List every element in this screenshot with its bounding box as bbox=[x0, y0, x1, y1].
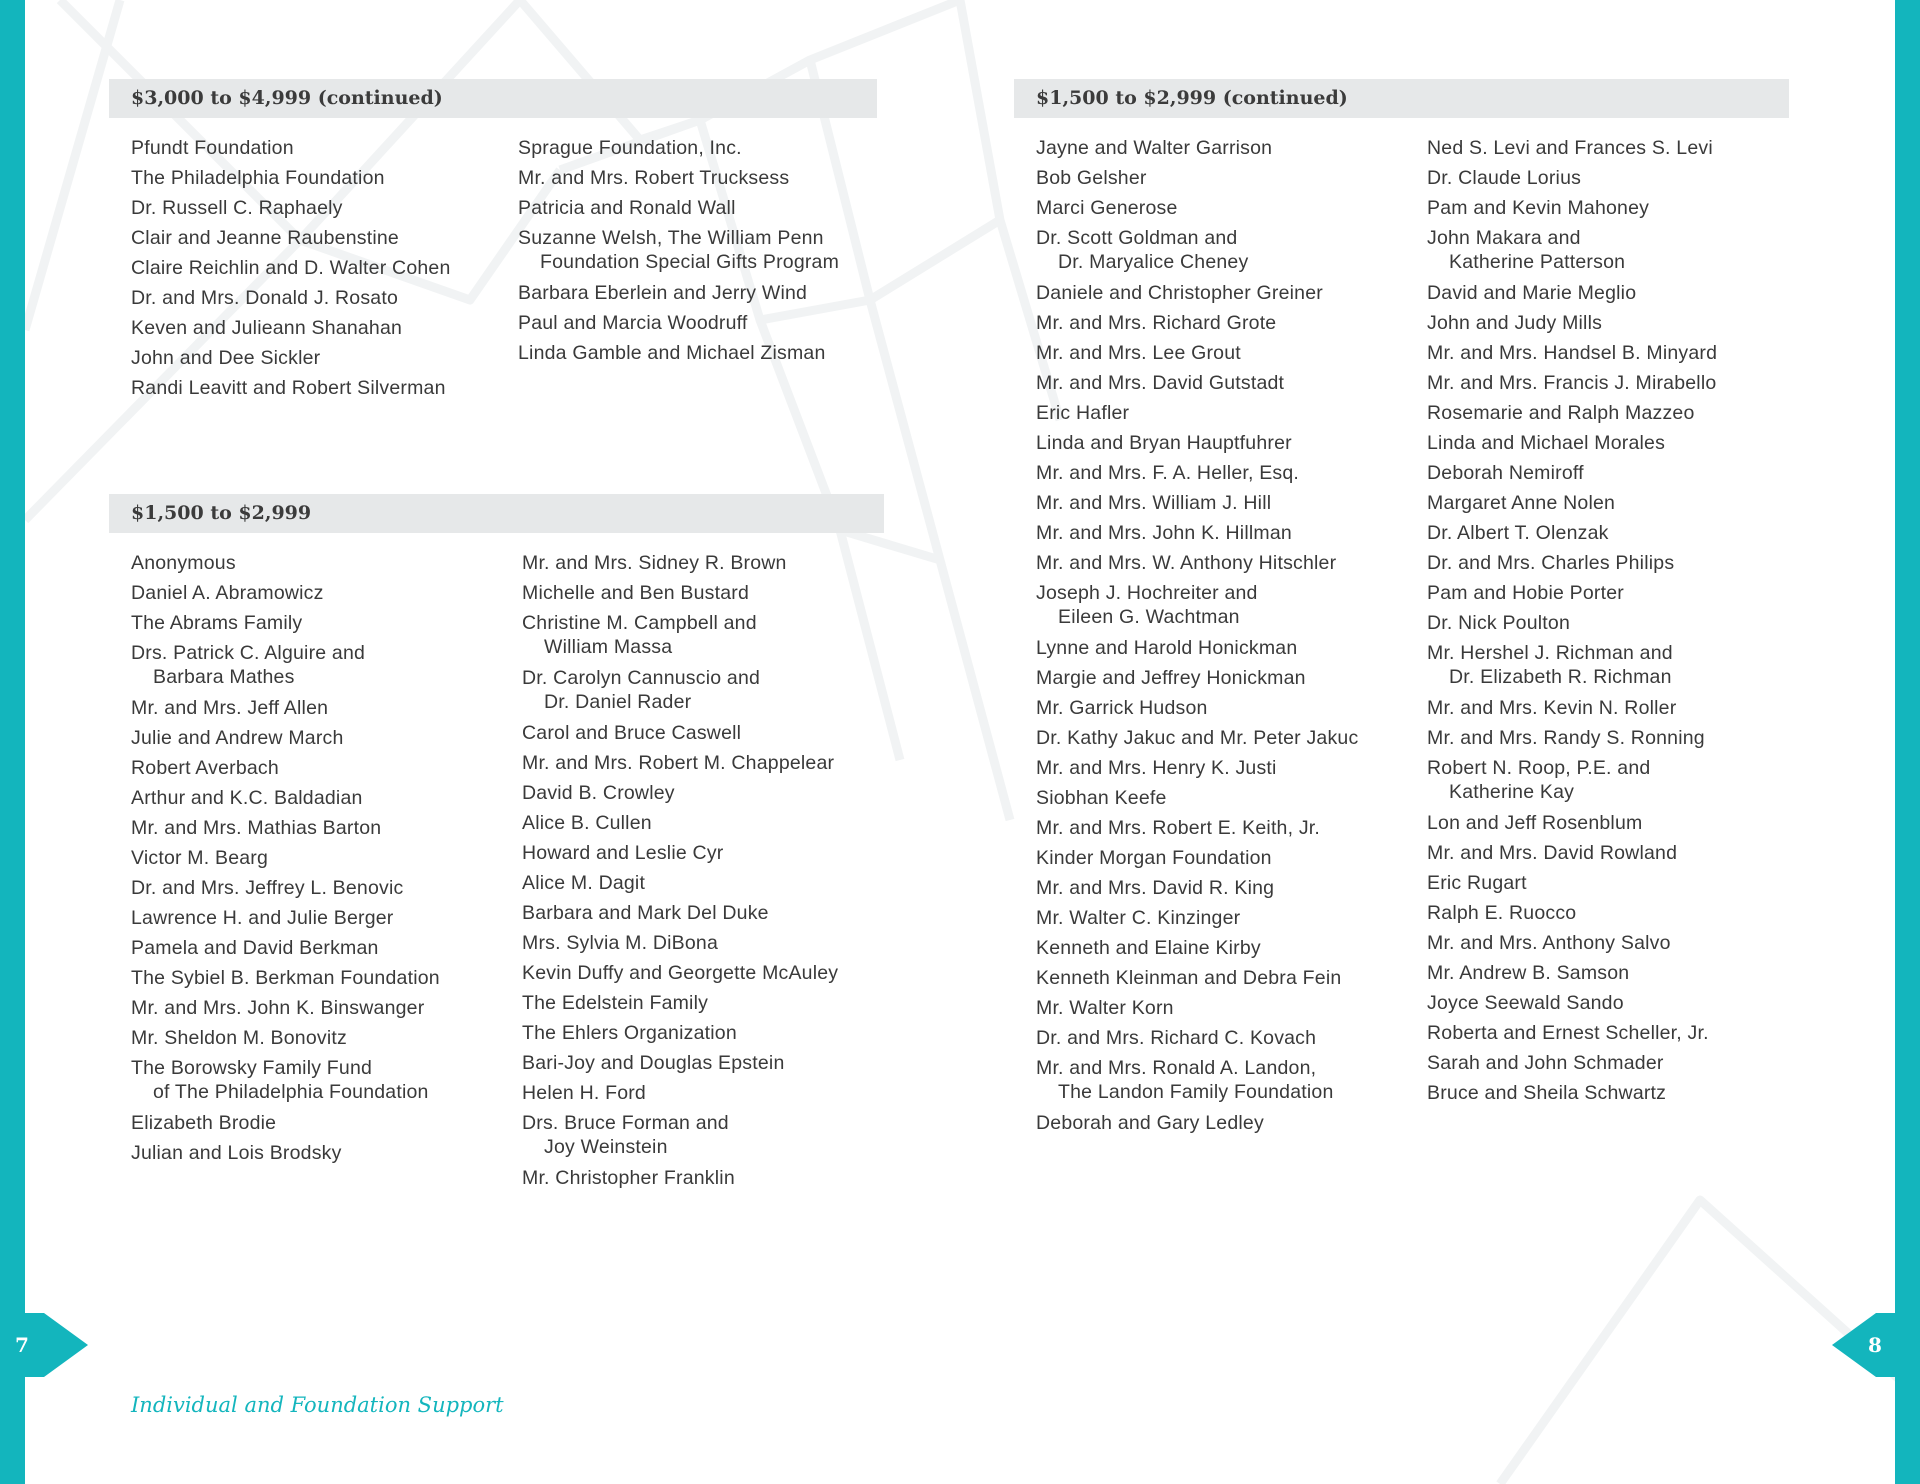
donor-entry bbox=[1427, 896, 1807, 926]
donor-entry bbox=[1427, 986, 1807, 1016]
donor-name-continued: Barbara Mathes bbox=[153, 666, 295, 688]
donor-entry bbox=[1036, 871, 1426, 901]
donor-name: Pam and Kevin Mahoney bbox=[1427, 197, 1650, 219]
donor-entry bbox=[1036, 901, 1426, 931]
donor-name: Barbara Eberlein and Jerry Wind bbox=[518, 282, 808, 304]
donor-name: Dr. Scott Goldman and bbox=[1036, 227, 1238, 249]
donor-name-continued: of The Philadelphia Foundation bbox=[153, 1081, 429, 1103]
donor-name: Suzanne Welsh, The William Penn bbox=[518, 227, 824, 249]
donor-entry bbox=[1427, 276, 1807, 306]
donor-entry bbox=[131, 576, 511, 606]
donor-entry bbox=[1427, 516, 1807, 546]
donor-name: Siobhan Keefe bbox=[1036, 787, 1167, 809]
donor-name: Sarah and John Schmader bbox=[1427, 1052, 1664, 1074]
donor-entry bbox=[131, 191, 511, 221]
donor-entry bbox=[131, 811, 511, 841]
donor-name: Mrs. Sylvia M. DiBona bbox=[522, 932, 718, 954]
donor-name: Daniel A. Abramowicz bbox=[131, 582, 324, 604]
donor-name: Victor M. Bearg bbox=[131, 847, 269, 869]
donor-name: Mr. Hershel J. Richman and bbox=[1427, 642, 1673, 664]
donor-name: Mr. and Mrs. Kevin N. Roller bbox=[1427, 697, 1677, 719]
donor-name: Alice B. Cullen bbox=[522, 812, 652, 834]
donor-name-continued: Dr. Elizabeth R. Richman bbox=[1449, 666, 1672, 688]
donor-name: Dr. Nick Poulton bbox=[1427, 612, 1571, 634]
donor-name: Randi Leavitt and Robert Silverman bbox=[131, 377, 446, 399]
donor-entry bbox=[131, 691, 511, 721]
donor-entry bbox=[518, 336, 888, 366]
donor-name: The Philadelphia Foundation bbox=[131, 167, 385, 189]
donor-name-continued: Dr. Maryalice Cheney bbox=[1058, 251, 1249, 273]
donor-name: Patricia and Ronald Wall bbox=[518, 197, 736, 219]
donor-name: Dr. and Mrs. Richard C. Kovach bbox=[1036, 1027, 1317, 1049]
donor-name: Ralph E. Ruocco bbox=[1427, 902, 1577, 924]
donor-entry bbox=[518, 161, 888, 191]
donor-entry bbox=[1427, 546, 1807, 576]
donor-name: Claire Reichlin and D. Walter Cohen bbox=[131, 257, 451, 279]
donor-name: Drs. Patrick C. Alguire and bbox=[131, 642, 366, 664]
donor-name: Dr. and Mrs. Charles Philips bbox=[1427, 552, 1675, 574]
donor-name: Mr. and Mrs. John K. Binswanger bbox=[131, 997, 425, 1019]
page-tab-left bbox=[0, 1313, 65, 1377]
left-accent-strip bbox=[0, 0, 25, 1484]
donor-entry bbox=[1427, 161, 1807, 191]
donor-name: Alice M. Dagit bbox=[522, 872, 646, 894]
donor-entry bbox=[131, 1051, 511, 1106]
donor-name: Mr. and Mrs. Mathias Barton bbox=[131, 817, 382, 839]
donor-entry bbox=[1036, 306, 1426, 336]
donor-entry bbox=[1036, 1021, 1426, 1051]
donor-entry bbox=[1427, 866, 1807, 896]
donor-entry bbox=[131, 991, 511, 1021]
donor-entry bbox=[131, 931, 511, 961]
donor-name: Mr. and Mrs. Lee Grout bbox=[1036, 342, 1241, 364]
donor-entry bbox=[1427, 191, 1807, 221]
donor-name: Roberta and Ernest Scheller, Jr. bbox=[1427, 1022, 1709, 1044]
donor-name-continued: Dr. Daniel Rader bbox=[544, 691, 692, 713]
donor-name: Mr. and Mrs. Francis J. Mirabello bbox=[1427, 372, 1717, 394]
donor-entry bbox=[131, 311, 511, 341]
donor-name: Howard and Leslie Cyr bbox=[522, 842, 724, 864]
donor-entry bbox=[131, 871, 511, 901]
donor-name: Mr. and Mrs. Randy S. Ronning bbox=[1427, 727, 1705, 749]
donor-entry bbox=[131, 281, 511, 311]
donor-name: The Ehlers Organization bbox=[522, 1022, 737, 1044]
page-number-right: 8 bbox=[1868, 1333, 1882, 1357]
donor-column bbox=[518, 131, 888, 366]
donor-name: Dr. Carolyn Cannuscio and bbox=[522, 667, 761, 689]
donor-column bbox=[522, 546, 902, 1191]
donor-entry bbox=[1036, 546, 1426, 576]
donor-name: The Abrams Family bbox=[131, 612, 303, 634]
donor-name: Kenneth Kleinman and Debra Fein bbox=[1036, 967, 1342, 989]
donor-entry bbox=[1427, 486, 1807, 516]
donor-entry bbox=[1427, 396, 1807, 426]
donor-name: Bruce and Sheila Schwartz bbox=[1427, 1082, 1667, 1104]
donor-name: Margie and Jeffrey Honickman bbox=[1036, 667, 1306, 689]
donor-entry bbox=[522, 716, 902, 746]
donor-name: Kevin Duffy and Georgette McAuley bbox=[522, 962, 839, 984]
donor-name: Mr. and Mrs. Ronald A. Landon, bbox=[1036, 1057, 1317, 1079]
donor-entry bbox=[1427, 131, 1807, 161]
donor-name: Eric Hafler bbox=[1036, 402, 1130, 424]
donor-name: Mr. and Mrs. John K. Hillman bbox=[1036, 522, 1292, 544]
section-heading-1500: $1,500 to $2,999 bbox=[109, 494, 884, 533]
donor-name: Mr. and Mrs. Jeff Allen bbox=[131, 697, 329, 719]
donor-name: Elizabeth Brodie bbox=[131, 1112, 277, 1134]
donor-name-continued: Foundation Special Gifts Program bbox=[540, 251, 840, 273]
donor-entry bbox=[131, 341, 511, 371]
donor-entry bbox=[518, 131, 888, 161]
donor-name: Eric Rugart bbox=[1427, 872, 1527, 894]
donor-entry bbox=[131, 636, 511, 691]
page-number-left: 7 bbox=[15, 1333, 29, 1357]
donor-entry bbox=[1427, 366, 1807, 396]
donor-name: Lynne and Harold Honickman bbox=[1036, 637, 1298, 659]
donor-name: Joseph J. Hochreiter and bbox=[1036, 582, 1258, 604]
donor-name: Jayne and Walter Garrison bbox=[1036, 137, 1273, 159]
donor-name: Mr. Walter Korn bbox=[1036, 997, 1174, 1019]
donor-name: Mr. Christopher Franklin bbox=[522, 1167, 735, 1189]
donor-name: Bari-Joy and Douglas Epstein bbox=[522, 1052, 785, 1074]
donor-entry bbox=[1036, 661, 1426, 691]
donor-name: John and Dee Sickler bbox=[131, 347, 321, 369]
donor-name: Pam and Hobie Porter bbox=[1427, 582, 1624, 604]
donor-entry bbox=[1427, 806, 1807, 836]
donor-name: The Borowsky Family Fund bbox=[131, 1057, 373, 1079]
donor-name: John and Judy Mills bbox=[1427, 312, 1603, 334]
donor-name: Deborah Nemiroff bbox=[1427, 462, 1584, 484]
donor-entry bbox=[131, 371, 511, 401]
donor-entry bbox=[1427, 576, 1807, 606]
donor-name: Ned S. Levi and Frances S. Levi bbox=[1427, 137, 1713, 159]
donor-name: Dr. Claude Lorius bbox=[1427, 167, 1582, 189]
donor-name: Anonymous bbox=[131, 552, 236, 574]
donor-entry bbox=[1427, 1046, 1807, 1076]
donor-entry bbox=[1036, 276, 1426, 306]
donor-name: Carol and Bruce Caswell bbox=[522, 722, 742, 744]
donor-name: Julian and Lois Brodsky bbox=[131, 1142, 342, 1164]
donor-name: Margaret Anne Nolen bbox=[1427, 492, 1616, 514]
donor-entry bbox=[1036, 221, 1426, 276]
donor-name: Robert N. Roop, P.E. and bbox=[1427, 757, 1651, 779]
donor-entry bbox=[522, 866, 902, 896]
donor-name: Joyce Seewald Sando bbox=[1427, 992, 1624, 1014]
donor-entry bbox=[1036, 1051, 1426, 1106]
donor-entry bbox=[1427, 721, 1807, 751]
donor-name: Dr. Kathy Jakuc and Mr. Peter Jakuc bbox=[1036, 727, 1359, 749]
donor-entry bbox=[522, 606, 902, 661]
donor-entry bbox=[131, 251, 511, 281]
donor-name: Linda and Michael Morales bbox=[1427, 432, 1666, 454]
donor-entry bbox=[1427, 221, 1807, 276]
donor-name-continued: Katherine Kay bbox=[1449, 781, 1575, 803]
donor-entry bbox=[518, 306, 888, 336]
donor-entry bbox=[522, 661, 902, 716]
donor-name: The Sybiel B. Berkman Foundation bbox=[131, 967, 440, 989]
donor-name: Mr. and Mrs. David R. King bbox=[1036, 877, 1275, 899]
donor-entry bbox=[1036, 486, 1426, 516]
donor-entry bbox=[131, 221, 511, 251]
donor-name: Linda Gamble and Michael Zisman bbox=[518, 342, 826, 364]
donor-entry bbox=[522, 836, 902, 866]
donor-column bbox=[1427, 131, 1807, 1106]
donor-entry bbox=[522, 546, 902, 576]
donor-entry bbox=[1036, 161, 1426, 191]
donor-entry bbox=[1036, 191, 1426, 221]
donor-name: Mr. and Mrs. Henry K. Justi bbox=[1036, 757, 1277, 779]
donor-entry bbox=[1036, 781, 1426, 811]
donor-entry bbox=[1427, 456, 1807, 486]
donor-entry bbox=[1036, 721, 1426, 751]
donor-name: The Edelstein Family bbox=[522, 992, 709, 1014]
donor-name: Julie and Andrew March bbox=[131, 727, 344, 749]
donor-name: Mr. and Mrs. Robert Trucksess bbox=[518, 167, 790, 189]
donor-name: Mr. and Mrs. Handsel B. Minyard bbox=[1427, 342, 1718, 364]
donor-name: Mr. and Mrs. Robert M. Chappelear bbox=[522, 752, 835, 774]
donor-name: Kenneth and Elaine Kirby bbox=[1036, 937, 1261, 959]
donor-entry bbox=[518, 276, 888, 306]
donor-name-continued: Katherine Patterson bbox=[1449, 251, 1626, 273]
donor-entry bbox=[131, 1106, 511, 1136]
donor-name: Dr. and Mrs. Jeffrey L. Benovic bbox=[131, 877, 404, 899]
donor-name: Marci Generose bbox=[1036, 197, 1178, 219]
donor-name: Mr. and Mrs. David Gutstadt bbox=[1036, 372, 1285, 394]
donor-entry bbox=[522, 1161, 902, 1191]
donor-entry bbox=[131, 751, 511, 781]
donor-entry bbox=[1427, 926, 1807, 956]
donor-name: Mr. and Mrs. Robert E. Keith, Jr. bbox=[1036, 817, 1321, 839]
donor-entry bbox=[1427, 956, 1807, 986]
donor-entry bbox=[1036, 751, 1426, 781]
donor-entry bbox=[1427, 691, 1807, 721]
donor-name: Bob Gelsher bbox=[1036, 167, 1147, 189]
donor-entry bbox=[518, 221, 888, 276]
donor-entry bbox=[522, 776, 902, 806]
donor-name: Helen H. Ford bbox=[522, 1082, 646, 1104]
donor-name: Lon and Jeff Rosenblum bbox=[1427, 812, 1643, 834]
donor-entry bbox=[131, 546, 511, 576]
donor-name: Sprague Foundation, Inc. bbox=[518, 137, 742, 159]
donor-entry bbox=[1036, 426, 1426, 456]
donor-name: Mr. and Mrs. Anthony Salvo bbox=[1427, 932, 1671, 954]
donor-entry bbox=[522, 896, 902, 926]
donor-name: Dr. Albert T. Olenzak bbox=[1427, 522, 1609, 544]
donor-entry bbox=[1036, 131, 1426, 161]
donor-name-continued: The Landon Family Foundation bbox=[1058, 1081, 1334, 1103]
donor-name: Michelle and Ben Bustard bbox=[522, 582, 750, 604]
donor-entry bbox=[518, 191, 888, 221]
donor-entry bbox=[1427, 636, 1807, 691]
donor-name: John Makara and bbox=[1427, 227, 1581, 249]
donor-name: Mr. and Mrs. Richard Grote bbox=[1036, 312, 1277, 334]
donor-entry bbox=[522, 1016, 902, 1046]
donor-name: Barbara and Mark Del Duke bbox=[522, 902, 769, 924]
section-heading-1500-continued: $1,500 to $2,999 (continued) bbox=[1014, 79, 1789, 118]
donor-entry bbox=[1036, 576, 1426, 631]
donor-entry bbox=[131, 161, 511, 191]
donor-name: Drs. Bruce Forman and bbox=[522, 1112, 729, 1134]
donor-name: Arthur and K.C. Baldadian bbox=[131, 787, 363, 809]
donor-name: Dr. Russell C. Raphaely bbox=[131, 197, 343, 219]
donor-entry bbox=[1036, 631, 1426, 661]
donor-name: Mr. and Mrs. Sidney R. Brown bbox=[522, 552, 787, 574]
donor-name: Dr. and Mrs. Donald J. Rosato bbox=[131, 287, 398, 309]
donor-name-continued: Joy Weinstein bbox=[544, 1136, 668, 1158]
donor-entry bbox=[1036, 691, 1426, 721]
donor-entry bbox=[1427, 1076, 1807, 1106]
donor-entry bbox=[1427, 606, 1807, 636]
right-accent-strip bbox=[1895, 0, 1920, 1484]
donor-name: Mr. and Mrs. William J. Hill bbox=[1036, 492, 1272, 514]
donor-name: David B. Crowley bbox=[522, 782, 675, 804]
donor-entry bbox=[131, 131, 511, 161]
donor-entry bbox=[1036, 456, 1426, 486]
donor-entry bbox=[522, 956, 902, 986]
donor-entry bbox=[131, 1021, 511, 1051]
donor-name: Paul and Marcia Woodruff bbox=[518, 312, 748, 334]
donor-entry bbox=[1427, 1016, 1807, 1046]
donor-entry bbox=[131, 721, 511, 751]
donor-name: Keven and Julieann Shanahan bbox=[131, 317, 403, 339]
donor-name-continued: Eileen G. Wachtman bbox=[1058, 606, 1240, 628]
donor-name: Mr. Walter C. Kinzinger bbox=[1036, 907, 1241, 929]
donor-entry bbox=[522, 1076, 902, 1106]
donor-entry bbox=[1427, 836, 1807, 866]
donor-entry bbox=[1036, 931, 1426, 961]
donor-name-continued: William Massa bbox=[544, 636, 673, 658]
donor-entry bbox=[1036, 811, 1426, 841]
donor-entry bbox=[1427, 336, 1807, 366]
donor-name: Pfundt Foundation bbox=[131, 137, 294, 159]
donor-name: Robert Averbach bbox=[131, 757, 279, 779]
donor-name: Kinder Morgan Foundation bbox=[1036, 847, 1272, 869]
donor-name: Lawrence H. and Julie Berger bbox=[131, 907, 394, 929]
donor-name: Deborah and Gary Ledley bbox=[1036, 1112, 1264, 1134]
donor-entry bbox=[131, 961, 511, 991]
donor-name: Mr. and Mrs. W. Anthony Hitschler bbox=[1036, 552, 1337, 574]
donor-entry bbox=[522, 986, 902, 1016]
donor-name: Mr. and Mrs. F. A. Heller, Esq. bbox=[1036, 462, 1300, 484]
donor-entry bbox=[522, 1106, 902, 1161]
donor-column bbox=[131, 131, 511, 401]
donor-name: Mr. Andrew B. Samson bbox=[1427, 962, 1630, 984]
donor-name: Mr. Sheldon M. Bonovitz bbox=[131, 1027, 347, 1049]
donor-entry bbox=[522, 806, 902, 836]
donor-name: Clair and Jeanne Raubenstine bbox=[131, 227, 399, 249]
donor-entry bbox=[1036, 516, 1426, 546]
donor-name: Mr. and Mrs. David Rowland bbox=[1427, 842, 1678, 864]
donor-entry bbox=[131, 901, 511, 931]
donor-column bbox=[1036, 131, 1426, 1136]
donor-name: Christine M. Campbell and bbox=[522, 612, 757, 634]
page-tab-right bbox=[1832, 1313, 1897, 1377]
donor-entry bbox=[1036, 396, 1426, 426]
donor-name: Pamela and David Berkman bbox=[131, 937, 379, 959]
donor-column bbox=[131, 546, 511, 1166]
donor-entry bbox=[1036, 366, 1426, 396]
donor-entry bbox=[522, 1046, 902, 1076]
donor-entry bbox=[131, 606, 511, 636]
donor-entry bbox=[1036, 336, 1426, 366]
donor-entry bbox=[131, 781, 511, 811]
donor-entry bbox=[1036, 991, 1426, 1021]
footer-section-title: Individual and Foundation Support bbox=[131, 1393, 504, 1417]
donor-name: David and Marie Meglio bbox=[1427, 282, 1637, 304]
donor-entry bbox=[522, 576, 902, 606]
donor-entry bbox=[522, 926, 902, 956]
donor-entry bbox=[1036, 841, 1426, 871]
donor-name: Mr. Garrick Hudson bbox=[1036, 697, 1208, 719]
donor-entry bbox=[1427, 426, 1807, 456]
donor-entry bbox=[1427, 751, 1807, 806]
donor-entry bbox=[522, 746, 902, 776]
donor-entry bbox=[131, 1136, 511, 1166]
donor-entry bbox=[1036, 961, 1426, 991]
donor-name: Rosemarie and Ralph Mazzeo bbox=[1427, 402, 1695, 424]
donor-entry bbox=[131, 841, 511, 871]
donor-entry bbox=[1427, 306, 1807, 336]
section-heading-3000-continued: $3,000 to $4,999 (continued) bbox=[109, 79, 877, 118]
donor-entry bbox=[1036, 1106, 1426, 1136]
donor-name: Daniele and Christopher Greiner bbox=[1036, 282, 1323, 304]
donor-name: Linda and Bryan Hauptfuhrer bbox=[1036, 432, 1292, 454]
